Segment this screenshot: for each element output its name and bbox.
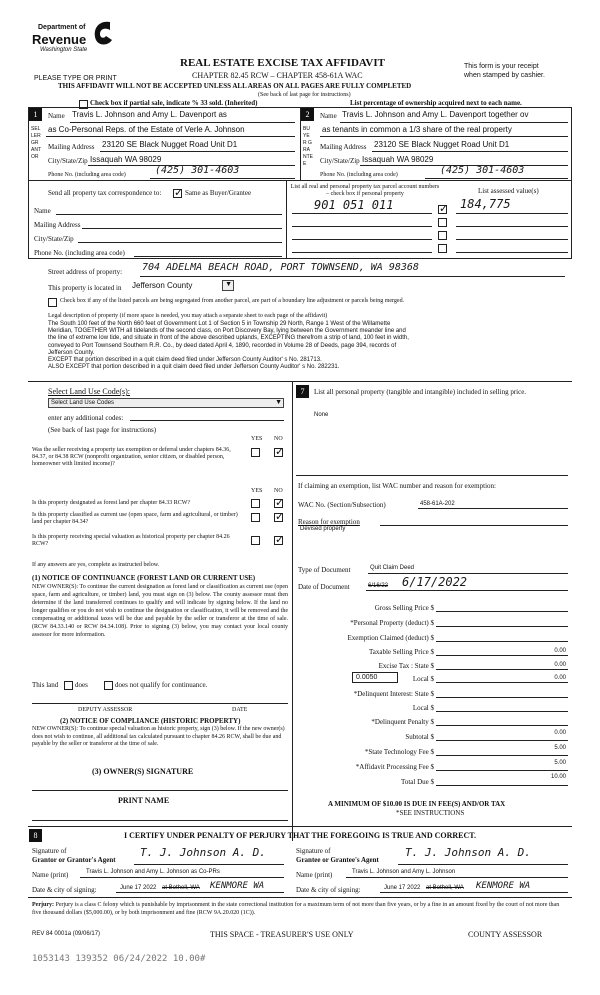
buyer-name-2[interactable]: as tenants in common a 1/3 share of the real property (322, 125, 512, 134)
certify-number: 8 (29, 829, 42, 842)
grantor-agent-label: Grantor or Grantor's Agent (32, 856, 116, 864)
affidavit-fee-value[interactable]: 5.00 (554, 760, 566, 766)
corr-city-label: City/State/Zip (34, 235, 74, 243)
seller-name[interactable]: Travis L. Johnson and Amy L. Davenport as (72, 110, 227, 119)
excise-state-label: Excise Tax : State $ (378, 662, 434, 670)
buyer-city[interactable]: Issaquah WA 98029 (362, 155, 434, 164)
land-does-not-label: does not qualify for continuance. (115, 681, 208, 689)
grantor-name[interactable]: Travis L. Johnson and Amy L. Johnson as Co-PRs (86, 869, 220, 875)
date-label: DATE (232, 707, 248, 713)
receipt-note-1: This form is your receipt (464, 63, 539, 70)
legal-description[interactable] (48, 321, 568, 371)
buyer-number: 2 (301, 108, 314, 121)
parcel-personal-checkbox-3[interactable] (438, 231, 447, 240)
buyer-phone-label: Phone No. (including area code) (320, 172, 398, 178)
personal-deduct-label: *Personal Property (deduct) $ (350, 619, 434, 627)
taxable-label: Taxable Selling Price $ (368, 648, 434, 656)
doc-date-label: Date of Document (298, 583, 350, 591)
street-label: Street address of property: (48, 268, 123, 276)
legal-line-3: the line of extreme low tide, and situate in front of the above described uplands, EXCEPTING therefrom a strip of land, 100 feet in width, (48, 335, 409, 342)
buyer-city-label: City/State/Zip (320, 157, 360, 165)
q-current-use: Is this property classified as current use (open space, farm and agricultural, or timber) land per chapter 84.34? (32, 512, 238, 525)
please-type: PLEASE TYPE OR PRINT (34, 75, 117, 82)
grantor-sig-label: Signature of (32, 847, 67, 855)
grantee-city[interactable]: KENMORE WA (476, 881, 531, 891)
tech-fee-value[interactable]: 5.00 (554, 745, 566, 751)
delinquent-penalty-label: *Delinquent Penalty $ (371, 718, 434, 726)
grantee-date-label: Date & city of signing: (296, 886, 361, 894)
logo-line3: Washington State (40, 47, 88, 53)
q-current-use-no[interactable] (274, 513, 283, 522)
list-pct-note: List percentage of ownership acquired next to each name. (350, 99, 522, 107)
subtotal-label: Subtotal $ (405, 733, 434, 741)
seller-city-label: City/State/Zip (48, 157, 88, 165)
legal-line-7: ALSO EXCEPT that portion described in a quit claim deed filed under Jefferson County Auditor' s No. 282231. (48, 364, 340, 371)
affidavit-fee-label: *Affidavit Processing Fee $ (355, 763, 434, 771)
owner-signature-label: (3) OWNER(S) SIGNATURE (92, 767, 194, 776)
legal-line-1: The South 100 feet of the North 660 feet of Government Lot 1 of Section 5 in Township 29 North, Range 1 West of the Willamette (48, 321, 391, 327)
correspondence-label: Send all property tax correspondence to: (48, 189, 162, 197)
form-title: REAL ESTATE EXCISE TAX AFFIDAVIT (180, 57, 385, 69)
seller-side-label: SELLER GRANTOR (31, 126, 41, 160)
tech-fee-label: *State Technology Fee $ (364, 748, 434, 756)
land-does-label: does (75, 681, 88, 689)
q-historic-yes[interactable] (251, 536, 260, 545)
grantor-date-label: Date & city of signing: (32, 886, 97, 894)
logo-line2: Revenue (32, 32, 87, 47)
form-chapter: CHAPTER 82.45 RCW – CHAPTER 458-61A WAC (192, 71, 363, 80)
buyer-name[interactable]: Travis L. Johnson and Amy L. Davenport together ov (342, 110, 529, 119)
this-land-label: This land (32, 681, 59, 689)
county-label: This property is located in (48, 284, 122, 292)
exemption-deduct-label: Exemption Claimed (deduct) $ (347, 634, 434, 642)
seller-phone-label: Phone No. (including area code) (48, 172, 126, 178)
reason-label: Reason for exemption (298, 518, 360, 526)
legal-line-5: Jefferson County. (48, 349, 95, 356)
perjury-label: Perjury: (32, 902, 54, 908)
doc-date-struck: 6/16/22 (368, 583, 389, 589)
reason-value[interactable]: Devised property (300, 526, 346, 532)
corr-mail-label: Mailing Address (34, 221, 81, 229)
corr-name-label: Name (34, 207, 51, 215)
deputy-assessor-label: DEPUTY ASSESSOR (78, 707, 133, 713)
q-forest-no[interactable] (274, 499, 283, 508)
notice1-body: NEW OWNER(S): To continue the current designation as forest land or classification as current use (open space, farm and agriculture, or timber) land, you must sign on (3) below. The county assessor must then determine if the land transferred continues to qualify and will indicate by signing below. If the land no longer qualifies or you do not wish to continue the designation or classification, it will be removed and the compensating or additional taxes will be due and payable by the seller or transferor at the time of sale. (RCW 84.33.140 or RCW 84.34.108). Prior to signing (3) below, you may contact your local county assessor for more information. (32, 584, 288, 638)
seller-name-2[interactable]: as Co-Personal Reps. of the Estate of Verle A. Johnson (48, 125, 245, 134)
treasurer-label: THIS SPACE - TREASURER'S USE ONLY (210, 930, 354, 939)
street-address[interactable]: 704 ADELMA BEACH ROAD, PORT TOWNSEND, WA 98368 (142, 262, 419, 273)
parcel-number[interactable]: 901 051 011 (314, 198, 394, 212)
county-assessor-label: COUNTY ASSESSOR (468, 930, 543, 939)
taxable-value[interactable]: 0.00 (554, 648, 566, 654)
grantor-city-struck: at Bothell, WA (162, 885, 200, 891)
q-current-use-yes[interactable] (251, 513, 260, 522)
assessed-header: List assessed value(s) (478, 187, 539, 195)
segregated-label: Check box if any of the listed parcels are being segregated from another parcel, are part of a boundary line adjustment or parcels being merged. (60, 298, 405, 304)
subtotal-value[interactable]: 0.00 (554, 730, 566, 736)
grantee-city-struck: at Bothell, WA (426, 885, 464, 891)
buyer-name-label: Name (320, 112, 337, 120)
delinquent-interest-label: *Delinquent Interest: State $ (353, 690, 434, 698)
q-forest-yes[interactable] (251, 499, 260, 508)
yes-header-1: YES (251, 436, 263, 442)
wac-label: WAC No. (Section/Subsection) (298, 501, 386, 509)
doc-date-value[interactable]: 6/17/2022 (402, 575, 468, 589)
doc-type-label: Type of Document (298, 566, 351, 574)
gross-label: Gross Selling Price $ (374, 604, 434, 612)
land-does-checkbox[interactable] (64, 681, 73, 690)
doc-type-value[interactable]: Quit Claim Deed (370, 565, 415, 571)
land-use-select-text: Select Land Use Codes (51, 400, 115, 406)
form-warning: THIS AFFIDAVIT WILL NOT BE ACCEPTED UNLESS ALL AREAS ON ALL PAGES ARE FULLY COMPLETED (58, 82, 412, 90)
logo-swirl-icon (90, 18, 116, 48)
excise-state-value[interactable]: 0.00 (554, 662, 566, 668)
local-rate[interactable]: 0.0050 (352, 672, 398, 683)
buyer-side-label: BUYER GRANTEE (303, 126, 313, 167)
receipt-note-2: when stamped by cashier. (464, 72, 545, 79)
total-due-label: Total Due $ (401, 778, 434, 786)
grantor-date[interactable]: June 17 2022 (120, 885, 157, 891)
seller-phone[interactable]: (425) 301-4603 (155, 165, 240, 176)
grantee-agent-label: Grantee or Grantee's Agent (296, 856, 379, 864)
dor-logo (32, 14, 122, 64)
parcel-personal-checkbox-4[interactable] (438, 244, 447, 253)
see-back-note: (See back of last page for instructions) (258, 92, 351, 98)
q-exemption-no[interactable] (274, 448, 283, 457)
seller-name-label: Name (48, 112, 65, 120)
yes-header-2: YES (251, 488, 263, 494)
assessed-value[interactable]: 184,775 (460, 197, 511, 211)
grantee-signature[interactable]: T. J. Johnson A. D. (405, 846, 531, 859)
seller-mail-label: Mailing Address (48, 143, 95, 151)
county-value[interactable]: Jefferson County (132, 281, 193, 290)
seller-number: 1 (29, 108, 42, 121)
parcel-header: List all real and personal property tax parcel account numbers – check box if personal property (290, 184, 440, 197)
see-instructions: *SEE INSTRUCTIONS (396, 809, 465, 817)
same-as-buyer-checkbox[interactable] (173, 189, 182, 198)
notice2-title: (2) NOTICE OF COMPLIANCE (HISTORIC PROPERTY) (60, 717, 241, 725)
notice1-title: (1) NOTICE OF CONTINUANCE (FOREST LAND OR CURRENT USE) (32, 574, 256, 582)
personal-label: List all personal property (tangible and intangible) included in selling price. (314, 388, 527, 396)
parcel-personal-checkbox-1[interactable] (438, 205, 447, 214)
land-use-see-back: (See back of last page for instructions) (48, 426, 157, 434)
notice2-body: NEW OWNER(S): To continue special valuation as historic property, sign (3) below. If the new owner(s) does not wish to continue, all additional tax calculated pursuant to chapter 84.26 RCW, shall be due and payable by the seller or transferor at the time of sale. (32, 726, 285, 748)
local-label: Local $ (412, 675, 434, 683)
rev-number: REV 84 0001a (09/06/17) (32, 931, 101, 937)
buyer-mail-label: Mailing Address (320, 143, 367, 151)
segregated-checkbox[interactable] (48, 298, 57, 307)
grantee-name[interactable]: Travis L. Johnson and Amy L. Johnson (352, 869, 456, 875)
grantor-name-label: Name (print) (32, 871, 69, 879)
legal-line-6: EXCEPT that portion described in a quit claim deed filed under Jefferson County Auditor' s No. 281713. (48, 357, 322, 364)
q-exemption-yes[interactable] (251, 448, 260, 457)
q-historic-no[interactable] (274, 536, 283, 545)
no-header-2: NO (274, 488, 283, 494)
delinquent-local-label: Local $ (412, 704, 434, 712)
additional-codes-label: enter any additional codes: (48, 414, 124, 422)
grantor-city[interactable]: KENMORE WA (210, 881, 265, 891)
minimum-note: A MINIMUM OF $10.00 IS DUE IN FEE(S) AND/OR TAX (328, 800, 506, 808)
partial-sale-label: Check box if partial sale, indicate % 33 sold. (Inherited) (90, 99, 258, 107)
legal-label: Legal description of property (if more space is needed, you may attach a separate sheet to each page of the affidavit) (48, 313, 328, 319)
print-name-label: PRINT NAME (118, 796, 170, 805)
q-exemption: Was the seller receiving a property tax exemption or deferral under chapters 84.36, 84.37, or 84.38 RCW (nonprofit organization, senior citizen, or disabled person, homeowner with limited income)? (32, 447, 231, 467)
exemption-label: If claiming an exemption, list WAC number and reason for exemption: (298, 482, 496, 490)
q-historic: Is this property receiving special valuation as historical property per chapter 84.26 RCW? (32, 534, 230, 547)
land-use-select[interactable]: Select Land Use Codes ▼ (48, 398, 284, 408)
q-forest: Is this property designated as forest land per chapter 84.33 RCW? (32, 500, 191, 506)
local-value[interactable]: 0.00 (554, 675, 566, 681)
same-as-buyer-label: Same as Buyer/Grantee (185, 189, 252, 197)
parcel-personal-checkbox-2[interactable] (438, 218, 447, 227)
seller-mail[interactable]: 23120 SE Black Nugget Road Unit D1 (102, 140, 238, 149)
buyer-mail[interactable]: 23120 SE Black Nugget Road Unit D1 (374, 140, 510, 149)
grantee-sig-label: Signature of (296, 847, 331, 855)
no-header-1: NO (274, 436, 283, 442)
legal-line-2: Meridian, TOGETHER WITH all tidelands of the second class, on Port Discovery Bay, lying between the Government meander line and (48, 328, 406, 335)
grantee-date[interactable]: June 17 2022 (384, 885, 421, 891)
land-use-label: Select Land Use Code(s): (48, 387, 130, 396)
if-yes-note: If any answers are yes, complete as instructed below. (32, 562, 160, 568)
perjury-notice (32, 901, 568, 917)
land-does-not-checkbox[interactable] (104, 681, 113, 690)
total-due-value[interactable]: 10.00 (550, 774, 566, 780)
buyer-phone[interactable]: (425) 301-4603 (440, 165, 525, 176)
grantee-name-label: Name (print) (296, 871, 333, 879)
personal-value[interactable]: None (314, 412, 329, 418)
wac-value[interactable]: 458-61A-202 (420, 501, 455, 507)
certify-heading: I CERTIFY UNDER PENALTY OF PERJURY THAT THE FOREGOING IS TRUE AND CORRECT. (124, 831, 477, 840)
perjury-text: Perjury is a class C felony which is punishable by imprisonment in the state correctional institution for a maximum term of not more than five years, or by a fine in an amount fixed by the court of not more than five thousand dollars ($5,000.00), or by both imprisonment and fine (RCW 9A.20.020 (1C)). (32, 902, 560, 916)
corr-phone-label: Phone No. (including area code) (34, 249, 125, 257)
legal-line-4: conveyed to Port Townsend Southern R.R. Co., by deed dated April 4, 1890, recorded in Volume 28 of Deeds, page 394, records of (48, 342, 397, 349)
grantor-signature[interactable]: T. J. Johnson A. D. (140, 846, 266, 859)
county-select[interactable]: ▼ (222, 280, 234, 291)
recording-stamp: 1053143 139352 06/24/2022 10.00# (32, 954, 206, 964)
seller-city[interactable]: Issaquah WA 98029 (90, 155, 162, 164)
personal-number: 7 (296, 385, 309, 398)
logo-line1: Department of (38, 24, 86, 31)
